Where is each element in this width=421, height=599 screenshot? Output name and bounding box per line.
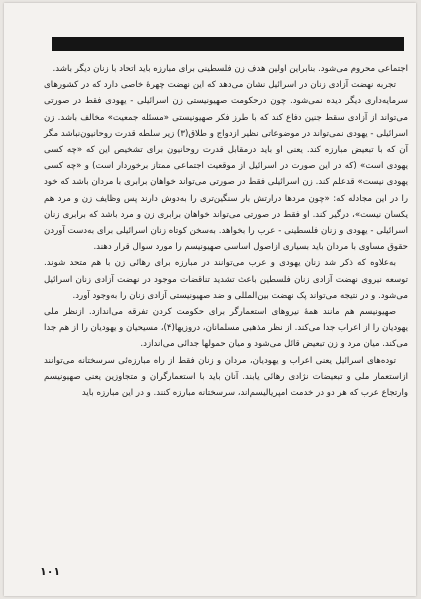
paragraph: توده‌های اسرائیل یعنی اعراب و یهودیان، مردان و زنان فقط از راه مبارزه‌ئی سرسختانه می‌توانند ازاستعمار ملی و تبعیضات نژادی رهائی یابند. آنان باید با استعمارگران و متجاوزین یعنی صهیونیسم وارتجاع عرب که هر دو در خدمت امپریالیسم‌اند، سرسختانه مبارزه کنند. و در این مبارزه باید bbox=[44, 355, 408, 399]
paragraph: به‌علاوه که ذکر شد زنان یهودی و عرب می‌توانند در مبارزه برای رهائی زن با هم متحد شوند. توسعه نیروی نهضت آزادی زنان فلسطین باعث تشدید تناقضات موجود در نهضت آزادی زنان اسرائیل می‌شود. و در نتیجه می‌تواند پک نهضت بین‌المللی و ضد صهیونیستی آزادی زنان را به‌وجود آورد. bbox=[44, 258, 408, 301]
paragraph: صهیونیسم هم مانند همهٔ نیروهای استعمارگر برای حکومت کردن تفرقه می‌اندازد. ازنظر ملی یهودیان را از اعراب جدا می‌کند. از نظر مذهبی مسلمانان، دروزیها(۴)، مسیحیان و یهودیان را از هم جدا می‌کند. میان مرد و زن تبعیض قائل می‌شود و میان حمولها جدائی می‌اندازد. bbox=[44, 307, 408, 350]
page-number: ۱۰۱ bbox=[40, 565, 61, 578]
paragraph: اجتماعی محروم می‌شود. بنابراین اولین هدف زن فلسطینی برای مبارزه باید اتحاد با زنان دیگر باشد. bbox=[52, 64, 408, 74]
header-bar bbox=[52, 37, 404, 51]
paragraph: تجربه نهضت آزادی زنان در اسرائیل نشان می‌دهد که این نهضت چهرهٔ خاصی دارد که در کشورهای سرمایه‌داری دیگر دیده نمی‌شود. چون درحکومت صهیونیستی زن اسرائیلی - یهودی فقط در صورتی می‌تواند از آزادی سقط جنین دفاع کند که با طرز فکر صهیونیستی «مسئله جمعیت» مخالف باشد. زن اسرائیلی - یهودی نمی‌تواند در موضوعاتی نظیر ازدواج و طلاق(۳) زیر سلطه قدرت روحانیون‌نباشد مگر آن که با تبعیض مبارزه کند. یعنی او باید درمقابل قدرت روحانیون برای تشخیص این که «چه کسی یهودی است» (که در این صورت در اسرائیل از موقعیت اجتماعی ممتاز برخوردار است) و «چه کسی یهودی نیست» قدعلم کند. زن اسرائیلی فقط در صورتی می‌تواند خواهان برابری با مردان باشد که خود را در این مجادله که: «چون مردها درارتش بار سنگین‌تری را به‌دوش دارند پس وظایف زن و مرد هم یکسان نیست»، درگیر کند. او فقط در صورتی می‌تواند خواهان برابری زن و مرد باشد که برابری زنان اسرائیلی - یهودی و زنان فلسطینی - عرب را بخواهد. به‌سخن کوتاه زنان اسرائیلی برای به‌دست آوردن حقوق مساوی با مردان باید بسیاری ازاصول اساسی صهیونیسم را مورد سوال قرار دهند. bbox=[44, 80, 409, 253]
book-page bbox=[4, 3, 416, 596]
body-text bbox=[44, 61, 408, 401]
